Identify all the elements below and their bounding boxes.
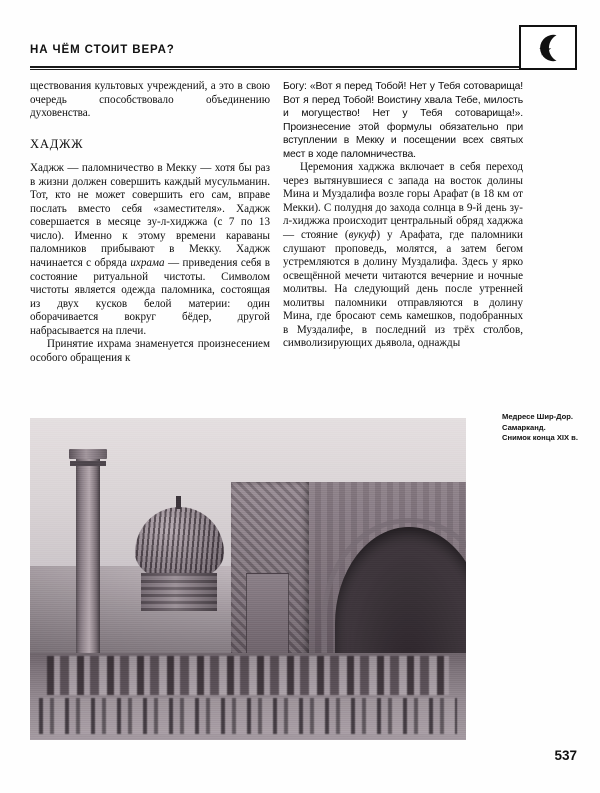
paragraph-hajj-ceremony-part2: ) у Арафата, где паломники слушают проповедь, молятся, а затем бегом устремляются в долину Муздалифа. Здесь у ярко освещённой мечети читаются вечерние и ночные молитвы. На следующий день после утренней молитвы паломники отправляются в долину Мина, где бросают семь камешков, подобранных в Муздалифе, в последний из трёх столбов, символизирующих дьявола, однажды [283,229,523,350]
star-and-crescent-icon [531,31,565,65]
paragraph-hajj-ceremony-part1: Церемония хаджжа включает в себя переход через вытянувшиеся с запада на восток долины Мина и Муздалифа возле горы Арафат (в 18 км от Мекки). С полудня до захода солнца в 9-й день зу-л-хиджжа происходит центральный обряд хаджжа — стояние ( [283,161,523,242]
photo-pylon-panel [246,573,290,660]
term-ihram: ихрама [130,257,165,270]
paragraph-hajj-ceremony [283,161,523,351]
star-and-crescent-emblem [519,25,577,70]
text-column-right [283,80,523,351]
header-rule [30,66,538,70]
header-rule-thin [30,69,538,70]
paragraph-hajj-intro-part1: Хаджж — паломничество в Мекку — хотя бы раз в жизни должен совершить каждый мусульманин. Тот, кто не может совершить его сам, вправе послать вместо себя «заместителя». Хаджж совершается в месяце зу-л-хиджжа (с 7 по 13 число). Именно к этому времени караваны паломников прибывают в Мекку. Хаджж начинается с обряда [30,162,270,270]
photo-bazaar-stalls [47,656,448,695]
caption-line-3: Снимок конца XIX в. [502,433,578,443]
running-head: НА ЧЁМ СТОИТ ВЕРА? [30,44,175,56]
caption-line-1: Медресе Шир-Дор. [502,412,574,421]
photo-dome-drum [141,573,217,612]
photo-sher-dor-madrasah [30,418,466,740]
caption-line-2: Самарканд. [502,422,546,432]
photo-dome-finial [176,496,181,509]
term-wuquf: вукуф [348,229,377,242]
photo-crowd [39,698,458,733]
figure-photograph [30,418,466,740]
paragraph-hajj-intro [30,162,270,338]
figure-caption [502,412,588,444]
section-heading-hajj: ХАДЖЖ [30,136,84,151]
text-column-left [30,80,270,365]
header-rule-thick [30,66,538,68]
paragraph-hajj-intro-part2: — приведения себя в состояние ритуальной чистоты. Символом чистоты является одежда паломника, состоящая из двух кусков белой материи: один оборачивается вокруг бёдер, другой набрасывается на плечи. [30,257,270,337]
paragraph-continued: ществования культовых учреждений, а это в свою очередь способствовало объединению духовенства. [30,80,270,120]
paragraph-talbiyah: Богу: «Вот я перед Тобой! Нет у Тебя сотоварища! Вот я перед Тобой! Воистину хвала Тебе, милость и могущество! Нет у Тебя сотоварища!». Произнесение этой формулы обязательно при вступлении в Мекку и посещении всех святых мест в ходе паломничества. [283,81,523,160]
paragraph-ihram-acceptance: Принятие ихрама знаменуется произнесением особого обращения к [30,338,270,364]
page-number: 537 [554,748,577,763]
